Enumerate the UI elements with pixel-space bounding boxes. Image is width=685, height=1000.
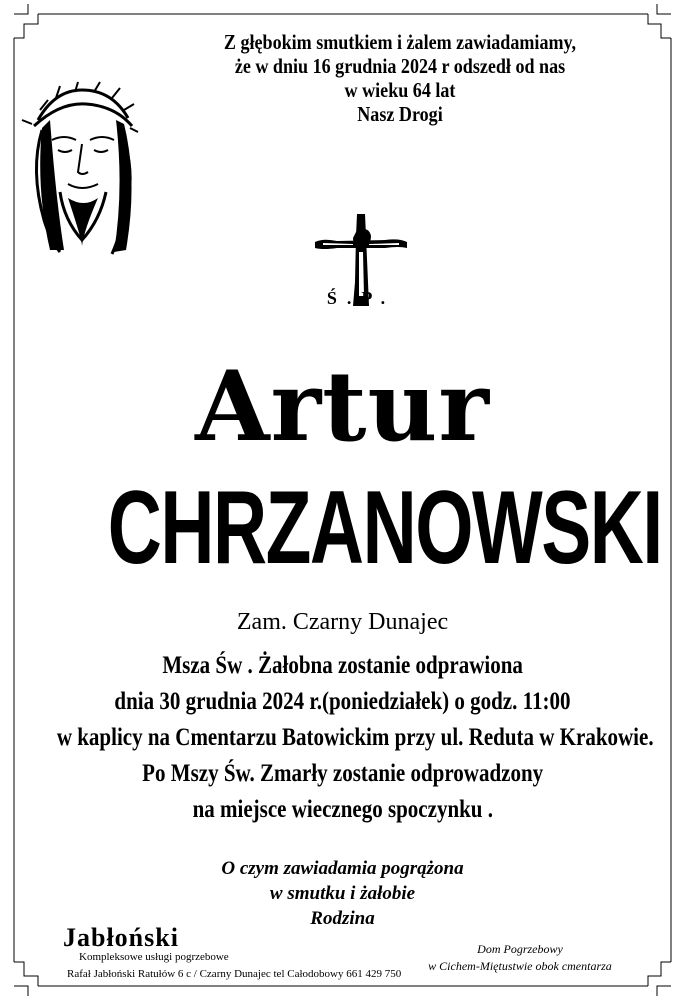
funeral-home-logo	[63, 925, 401, 981]
funeral-home-address: Rafał Jabłoński Ratułów 6 c / Czarny Dunajec tel Całodobowy 661 429 750	[67, 968, 402, 980]
mass-line: Po Mszy Św. Zmarły zostanie odprowadzony	[142, 760, 543, 787]
intro-text	[190, 30, 610, 126]
funeral-home-location	[410, 941, 630, 975]
closing-text	[0, 856, 685, 931]
closing-line: Rodzina	[310, 908, 375, 929]
christ-crown-of-thorns-icon	[20, 80, 140, 255]
closing-line: w smutku i żałobie	[269, 883, 416, 904]
residence: Zam. Czarny Dunajec	[236, 609, 449, 635]
home-line: Dom Pogrzebowy	[477, 942, 563, 956]
mass-line: w kaplicy na Cmentarzu Batowickim przy ul. Reduta w Krakowie.	[56, 724, 654, 751]
logo-subtitle: Kompleksowe usługi pogrzebowe	[79, 951, 229, 963]
mass-line: Msza Św . Żałobna zostanie odprawiona	[162, 652, 523, 679]
home-line: w Cichem-Miętustwie obok cmentarza	[428, 959, 612, 973]
intro-line: Nasz Drogi	[357, 102, 443, 126]
sp-label: Ś.P.	[326, 288, 396, 308]
last-name	[0, 470, 685, 586]
intro-line: w wieku 64 lat	[344, 78, 456, 102]
last-name-text: CHRZANOWSKI	[107, 470, 662, 586]
intro-line: że w dniu 16 grudnia 2024 r odszedł od nas	[234, 54, 566, 78]
logo-wordmark: Jabłoński	[63, 923, 179, 952]
intro-line: Z głębokim smutkiem i żalem zawiadamiamy,	[223, 30, 577, 54]
mass-details	[0, 648, 685, 828]
mass-line: dnia 30 grudnia 2024 r.(poniedziałek) o godz. 11:00	[114, 688, 571, 715]
first-name: Artur	[195, 350, 490, 463]
closing-line: O czym zawiadamia pogrążona	[221, 858, 464, 879]
mass-line: na miejsce wiecznego spoczynku .	[192, 796, 493, 823]
